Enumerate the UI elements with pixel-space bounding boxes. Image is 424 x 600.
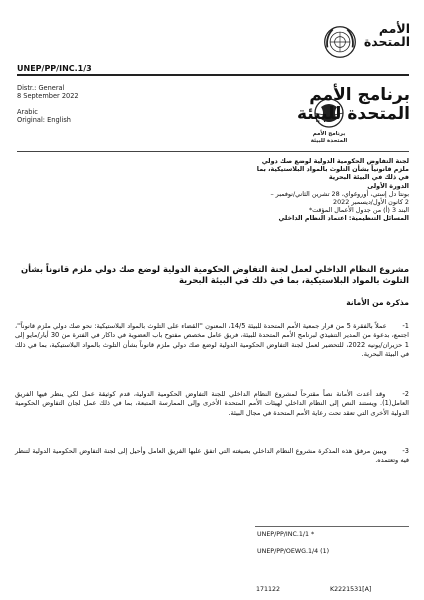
distribution-block: [17, 84, 79, 101]
language-block: [17, 108, 71, 125]
paragraph-text: عملاً بالفقرة 5 من قرار جمعية الأمم المتحدة للبيئة 14/5، المعنون ''القضاء على التلوث بالمواد البلاستيكية: نحو صك دولي ملزم قانوناً''، اجتمع، بدعوة من المدير التنفيذي لبرنامج الأمم المتحدة للبيئة، فريق عامل مخصص مفتوح باب العضوية في داكار في الفترة من 30 أيار/مايو إلى 1 حزيران/يونيه 2022، للتحضير لعمل لجنة التفاوض الحكومية الدولية لوضع صك دولي ملزم قانوناً بشأن التلوث بالمواد البلاستيكية، بما في ذلك في البيئة البحرية.: [15, 322, 409, 359]
paragraph-number: 3-: [402, 447, 409, 455]
paragraph-2: [15, 390, 409, 418]
header-divider: [17, 151, 409, 152]
un-name-line2: المتحدة: [363, 34, 410, 49]
document-title-line2: التلوث بالمواد البلاستيكية، بما في ذلك في البيئة البحرية: [178, 275, 409, 285]
document-title: [15, 264, 409, 286]
footnote-1: UNEP/PP/INC.1/1 *: [257, 531, 315, 538]
original-language: Original: English: [17, 116, 71, 125]
paragraph-text: ويبين مرفق هذه المذكرة مشروع النظام الداخلي بصيغته التي اتفق عليها الفريق العامل وأحيل إلى لجنة التفاوض الحكومية الدولية لتنظر فيه وتعتمده.: [15, 447, 409, 465]
header-rule: [17, 74, 409, 76]
unep-name-line2: المتحدة للبيئة: [296, 104, 410, 124]
paragraph-number: 1-: [402, 322, 409, 330]
unep-name: [246, 86, 410, 124]
agenda-title: المسائل التنظيمية: اعتماد النظام الداخلي: [278, 214, 409, 223]
unep-logo-text-line1: برنامج الأمم: [312, 131, 346, 137]
paragraph-3: [15, 447, 409, 466]
note-heading: مذكرة من الأمانة: [346, 298, 409, 307]
footnote-2: UNEP/PP/OEWG.1/4 (1): [257, 548, 330, 555]
un-name: [360, 22, 410, 48]
unep-logo-text-line2: المتحدة للبيئة: [311, 138, 347, 144]
document-date: 8 September 2022: [17, 92, 79, 101]
paragraph-text: وقد أعدت الأمانة نصاً مقترحاً لمشروع النظام الداخلي للجنة التفاوض الحكومية الدولية، قدم كوثيقة عمل لكي ينظر فيها الفريق العامل(1). ويستند النص إلى النظام الداخلي لهيئات الأمم المتحدة الأخرى وإلى الممارسة المتبعة، بما في ذلك عمل لجان التفاوض الحكومية الدولية الأخرى التي تعقد تحت رعاية الأمم المتحدة في مجال البيئة.: [15, 390, 409, 417]
committee-line2: ملزم قانونياً بشأن التلوث بالمواد البلاستيكية، بما: [256, 165, 409, 174]
paragraph-1: [15, 322, 409, 360]
paragraph-number: 2-: [402, 390, 409, 398]
footnote-rule: [255, 526, 409, 527]
un-name-line1: الأمم: [378, 21, 410, 36]
document-language: Arabic: [17, 108, 38, 116]
un-emblem-icon: [322, 24, 358, 60]
job-code: K2221531[A]: [330, 586, 372, 593]
unep-name-line1: برنامج الأمم: [309, 85, 410, 105]
distribution: Distr.: General: [17, 84, 65, 92]
session-label: الدورة الأولى: [367, 181, 409, 190]
place-date-2: 2 كانون الأول/ديسمبر 2022: [333, 198, 409, 207]
committee-line3: في ذلك في البيئة البحرية: [328, 173, 409, 182]
document-title-line1: مشروع النظام الداخلي لعمل لجنة التفاوض الحكومية الدولية لوضع صك دولي ملزم قانوناً بشأن: [21, 264, 409, 274]
job-number: 171122: [256, 586, 281, 593]
meeting-info: [159, 157, 409, 223]
place-date: بونتا دل إستي، أوروغواي، 28 تشرين الثاني/نوفمبر –: [270, 189, 409, 198]
committee-line1: لجنة التفاوض الحكومية الدولية لوضع صك دولي: [261, 157, 409, 165]
document-symbol: UNEP/PP/INC.1/3: [17, 64, 92, 73]
agenda-item: البند 3 (أ) من جدول الأعمال المؤقت*: [308, 206, 409, 215]
